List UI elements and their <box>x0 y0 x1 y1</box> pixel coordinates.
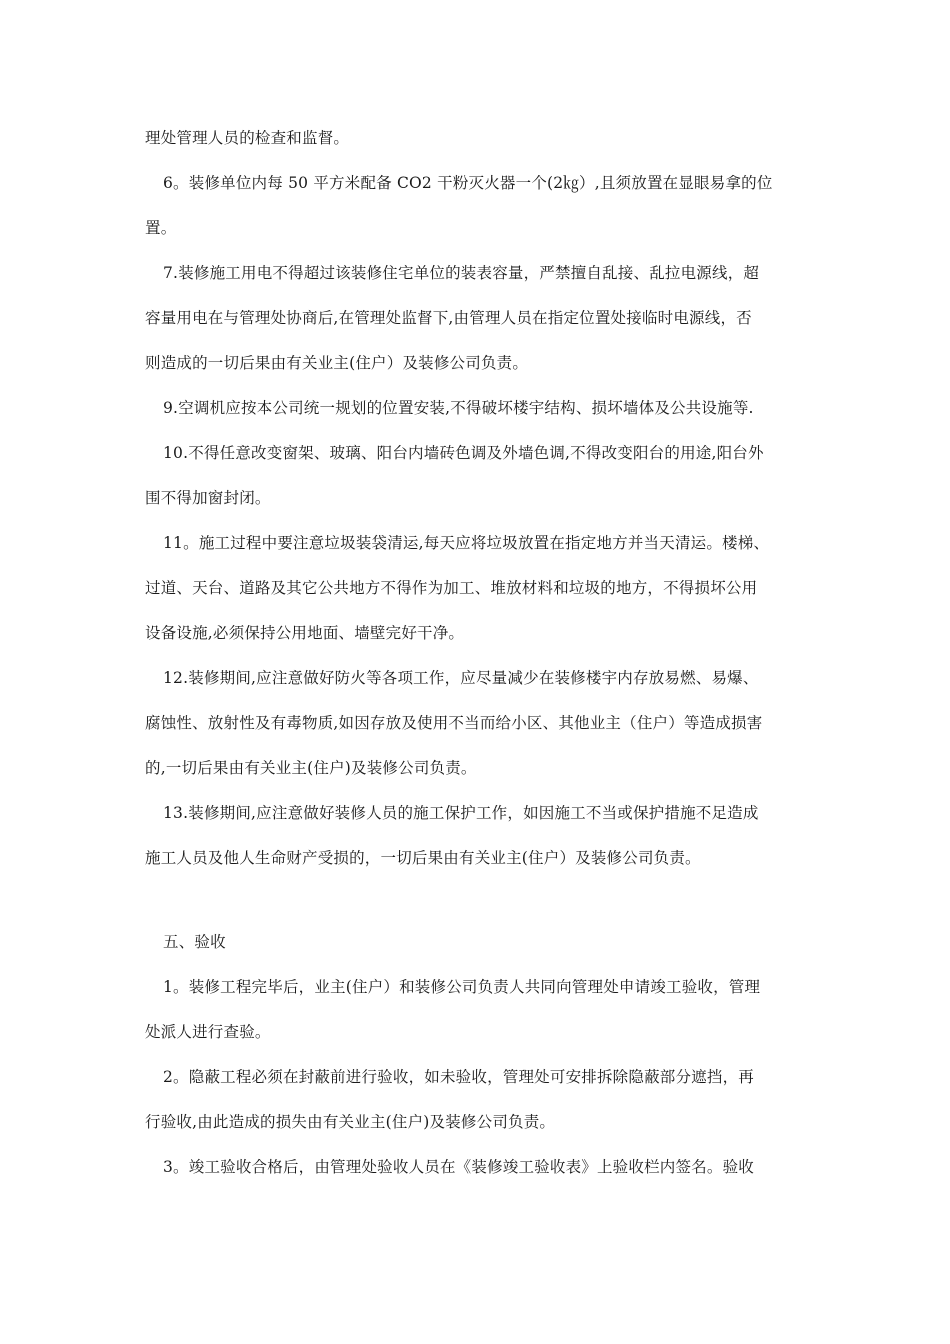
paragraph-line: 过道、天台、道路及其它公共地方不得作为加工、堆放材料和垃圾的地方，不得损坏公用 <box>145 579 758 597</box>
paragraph-line: 设备设施,必须保持公用地面、墙壁完好干净。 <box>145 624 465 642</box>
paragraph-line: 7.装修施工用电不得超过该装修住宅单位的装表容量，严禁擅自乱接、乱拉电源线，超 <box>163 264 760 282</box>
paragraph-line: 3。竣工验收合格后，由管理处验收人员在《装修竣工验收表》上验收栏内签名。验收 <box>163 1158 754 1176</box>
paragraph-line: 6。装修单位内每 50 平方米配备 CO2 干粉灭火器一个(2㎏）,且须放置在显眼易拿的位 <box>163 174 773 192</box>
paragraph-line: 则造成的一切后果由有关业主(住户）及装修公司负责。 <box>145 354 529 372</box>
paragraph-line: 9.空调机应按本公司统一规划的位置安装,不得破坏楼宇结构、损坏墙体及公共设施等. <box>163 399 754 417</box>
paragraph-line: 施工人员及他人生命财产受损的，一切后果由有关业主(住户）及装修公司负责。 <box>145 849 701 867</box>
paragraph-line: 容量用电在与管理处协商后,在管理处监督下,由管理人员在指定位置处接临时电源线，否 <box>145 309 752 327</box>
paragraph-line: 行验收,由此造成的损失由有关业主(住户)及装修公司负责。 <box>145 1113 556 1131</box>
paragraph-line: 1。装修工程完毕后，业主(住户）和装修公司负责人共同向管理处申请竣工验收，管理 <box>163 978 761 996</box>
paragraph-line: 理处管理人员的检查和监督。 <box>145 129 350 147</box>
paragraph-line: 11。施工过程中要注意垃圾装袋清运,每天应将垃圾放置在指定地方并当天清运。楼梯、 <box>163 534 770 552</box>
paragraph-line: 的,一切后果由有关业主(住户)及装修公司负责。 <box>145 759 477 777</box>
paragraph-line: 置。 <box>145 219 177 237</box>
paragraph-line: 处派人进行查验。 <box>145 1023 271 1041</box>
paragraph-line: 2。隐蔽工程必须在封蔽前进行验收，如未验收，管理处可安排拆除隐蔽部分遮挡，再 <box>163 1068 754 1086</box>
paragraph-line: 腐蚀性、放射性及有毒物质,如因存放及使用不当而给小区、其他业主（住户）等造成损害 <box>145 714 763 732</box>
paragraph-line: 围不得加窗封闭。 <box>145 489 271 507</box>
section-heading: 五、验收 <box>163 933 226 951</box>
paragraph-line: 10.不得任意改变窗架、玻璃、阳台内墙砖色调及外墙色调,不得改变阳台的用途,阳台外 <box>163 444 764 462</box>
paragraph-line: 13.装修期间,应注意做好装修人员的施工保护工作，如因施工不当或保护措施不足造成 <box>163 804 759 822</box>
paragraph-line: 12.装修期间,应注意做好防火等各项工作，应尽量减少在装修楼宇内存放易燃、易爆、 <box>163 669 759 687</box>
